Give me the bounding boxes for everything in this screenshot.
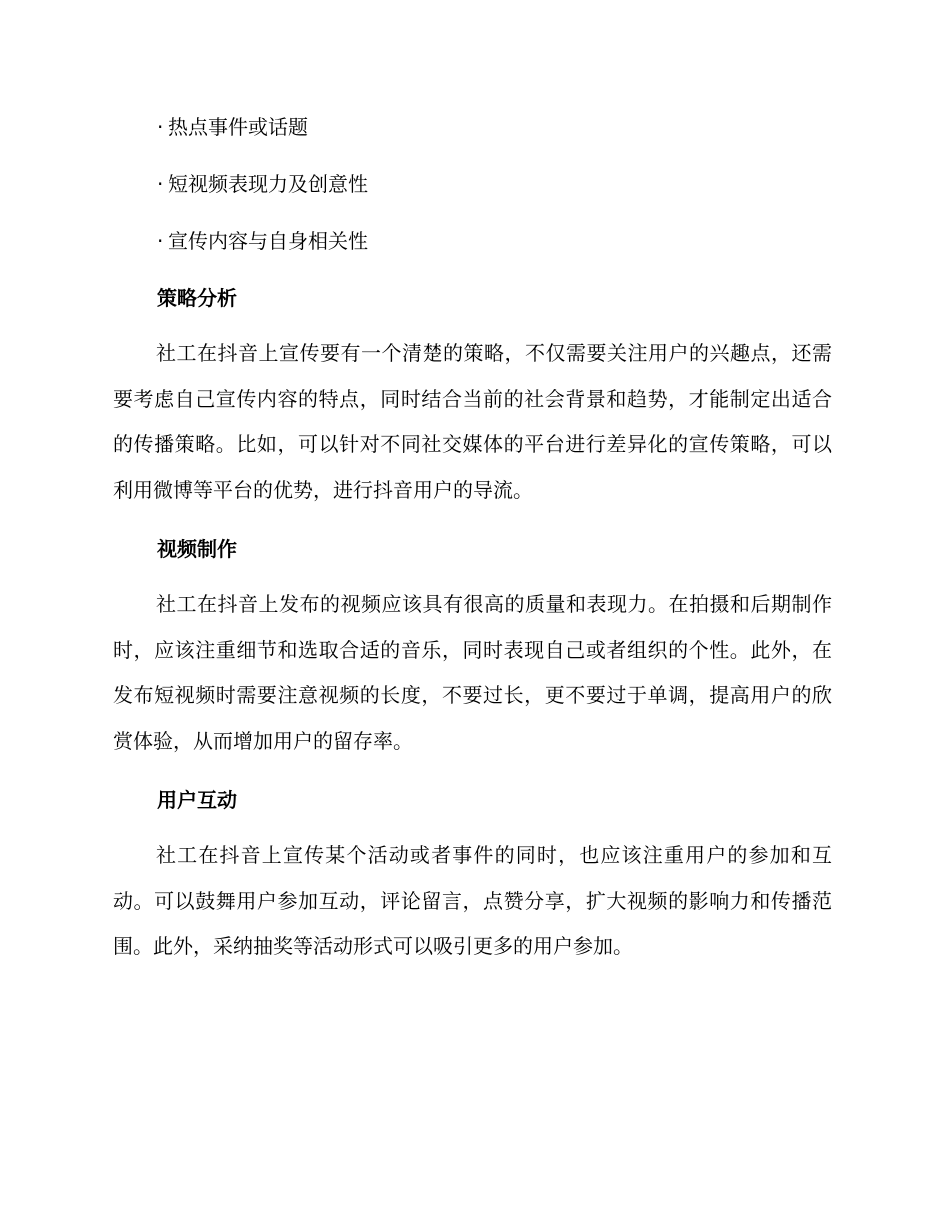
section-heading-user-interaction: 用户互动 [157,788,237,812]
bullet-item-video-creativity [157,169,832,199]
bullet-text: 短视频表现力及创意性 [168,172,368,196]
bullet-mark: · [157,172,164,196]
section-paragraph-user-interaction: 社工在抖音上宣传某个活动或者事件的同时，也应该注重用户的参加和互动。可以鼓舞用户参加互动，评论留言，点赞分享，扩大视频的影响力和传播范围。此外，采纳抽奖等活动形式可以吸引更多的用户参加。 [113,843,832,958]
bullet-mark: · [157,115,164,139]
bullet-text: 宣传内容与自身相关性 [168,229,368,253]
section-heading-strategy: 策略分析 [157,286,237,310]
bullet-item-content-relevance [157,226,832,256]
bullet-mark: · [157,229,164,253]
section-paragraph-strategy: 社工在抖音上宣传要有一个清楚的策略，不仅需要关注用户的兴趣点，还需要考虑自己宣传内容的特点，同时结合当前的社会背景和趋势，才能制定出适合的传播策略。比如，可以针对不同社交媒体的平台进行差异化的宣传策略，可以利用微博等平台的优势，进行抖音用户的导流。 [113,341,832,502]
bullet-item-hot-topics [157,112,832,142]
section-paragraph-video-production: 社工在抖音上发布的视频应该具有很高的质量和表现力。在拍摄和后期制作时，应该注重细节和选取合适的音乐，同时表现自己或者组织的个性。此外，在发布短视频时需要注意视频的长度，不要过长，更不要过于单调，提高用户的欣赏体验，从而增加用户的留存率。 [113,592,832,753]
section-heading-video-production: 视频制作 [157,537,237,561]
bullet-text: 热点事件或话题 [168,115,308,139]
